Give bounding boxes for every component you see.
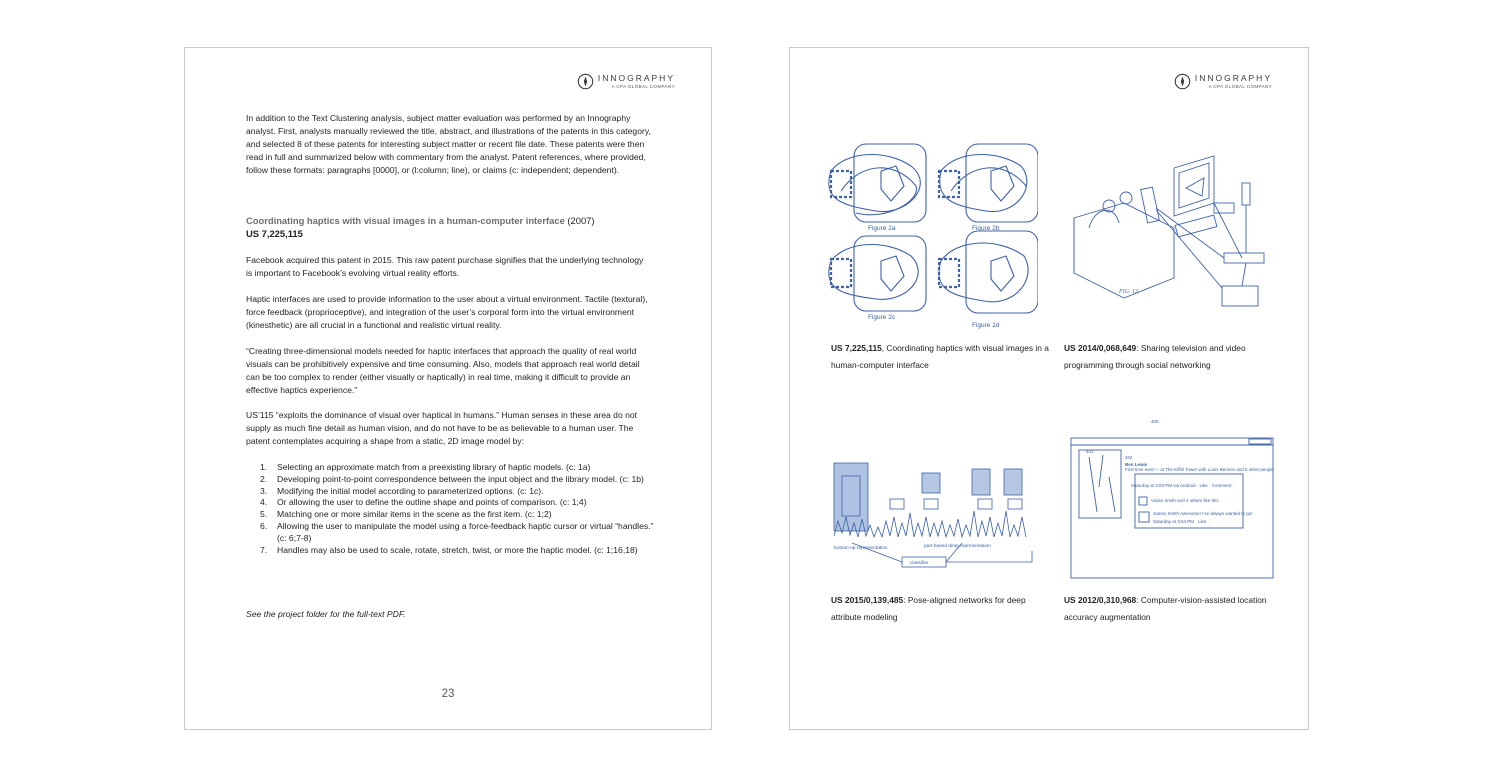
patent-heading: [246, 215, 651, 240]
list-number: 5.: [260, 509, 268, 520]
list-item: [246, 497, 658, 509]
figure-label-name: Ben Lewis: [1125, 462, 1148, 467]
list-number: 7.: [260, 544, 268, 555]
caption-text: : Sharing television and video programming through social networking: [1064, 343, 1246, 370]
list-item: [246, 509, 658, 521]
list-text: Modifying the initial model according to parameterized options. (c: 1c).: [277, 485, 544, 496]
steps-list: [246, 462, 658, 556]
list-text: Matching one or more similar items in the scene as the first item. (c: 1;2): [277, 509, 552, 520]
figure-label-comment-time: Saturday at 3:54 PM · Like ·: [1153, 519, 1210, 524]
figure-label-2a: Figure 2a: [868, 225, 896, 232]
list-item: [246, 521, 658, 545]
caption-number: US 2012/0,310,968: [1064, 595, 1137, 605]
paragraph-haptic-interfaces: Haptic interfaces are used to provide information to the user about a virtual environment. Tactile (textural), force feedback (proprioceptive), and integration of the user’s corporal form into the virtual environment (kinesthetic) are all crucial in a functional and realistic virtual reality.: [246, 294, 648, 331]
figure-label-2c: Figure 2c: [868, 314, 896, 321]
caption-haptics: [831, 340, 1056, 373]
innography-logo: [1174, 73, 1272, 90]
figure-label-comment: James Smith Awesome! I’ve always wanted to go!: [1153, 511, 1253, 516]
figure-label-likes: Vivian Smith and 4 others like this: [1151, 498, 1219, 503]
figure-label-402: 402: [1125, 455, 1133, 460]
caption-text: : Pose-aligned networks for deep attribute modeling: [831, 595, 1026, 622]
caption-pose-networks: [831, 592, 1056, 625]
haptics-figure-illustration: [826, 141, 1038, 331]
caption-text: , Coordinating haptics with visual images in a human-computer interface: [831, 343, 1049, 370]
figure-label-bottom-up: bottom-up representation: [834, 546, 888, 551]
list-text: Allowing the user to manipulate the model using a force-feedback haptic cursor or virtual “handles.” (c: 6;7-8): [277, 520, 654, 543]
figure-location-ui: [1069, 417, 1275, 581]
figure-label-2b: Figure 2b: [972, 225, 1000, 232]
list-item: [246, 545, 658, 557]
list-text: Handles may also be used to scale, rotate, stretch, twist, or more the haptic model. (c: 1;16,18): [277, 544, 638, 555]
figure-label-classifier: classifier: [910, 561, 929, 566]
patent-year: (2007): [564, 215, 595, 226]
figure-label-post: First time ever! -- at The Eiffel Tower with Louis Benson and 5 other people: [1125, 467, 1274, 472]
figure-label-2d: Figure 2d: [972, 322, 1000, 329]
list-item: [246, 474, 658, 486]
left-page: [184, 47, 712, 730]
figure-social-tv: [1064, 148, 1274, 308]
paragraph-quote: “Creating three-dimensional models needed for haptic interfaces that approach the quality of real world visuals can be prohibitively expensive and time consuming. Also, models that approach real world detail can be too complex to render (either visually or haptically) in real time, making it difficult to provide an effective haptics experience.”: [246, 346, 640, 396]
see-project-folder-note: See the project folder for the full-text PDF.: [246, 609, 406, 619]
list-text: Or allowing the user to define the outline shape and points of comparison. (c: 1;4): [277, 497, 587, 508]
innography-logo: [577, 73, 675, 90]
figure-label-time: Saturday at 3:03 PM via Android · Like · Comment ·: [1131, 483, 1235, 488]
list-text: Developing point-to-point correspondence between the input object and the library model. (c: 1b): [277, 473, 644, 484]
figure-label-400: 400: [1151, 419, 1159, 424]
caption-text: : Computer-vision-assisted location accuracy augmentation: [1064, 595, 1267, 622]
figure-label-fig13: FIG. 13: [1119, 289, 1138, 295]
innography-logo-icon: [577, 73, 594, 90]
pose-networks-diagram: [832, 451, 1044, 581]
intro-paragraph: In addition to the Text Clustering analysis, subject matter evaluation was performed by an Innography analyst. First, analysts manually reviewed the title, abstract, and illustrations of the patents in this category, and selected 8 of these patents for interesting subject matter or recent file date. These patents were then read in full and summarized below with commentary from the analyst. Patent references, where provided, follow these formats: paragraphs [0000], or (l:column; line), or claims (c: independent; dependent).: [246, 113, 651, 176]
innography-logo-icon: [1174, 73, 1191, 90]
logo-name: INNOGRAPHY: [1194, 73, 1272, 83]
caption-number: US 2014/0,068,649: [1064, 343, 1137, 353]
patent-title: Coordinating haptics with visual images in a human-computer interface: [246, 215, 565, 226]
list-item: [246, 462, 658, 474]
caption-number: US 2015/0,139,485: [831, 595, 904, 605]
paragraph-acquisition: Facebook acquired this patent in 2015. This raw patent purchase signifies that the underlying technology is important to Facebook’s evolving virtual reality efforts.: [246, 255, 644, 279]
caption-social-tv: [1064, 340, 1289, 373]
list-text: Selecting an approximate match from a preexisting library of haptic models. (c: 1a): [277, 462, 591, 472]
caption-number: US 7,225,115: [831, 343, 882, 353]
right-page: [789, 47, 1309, 730]
figure-haptics: [826, 141, 1038, 331]
social-tv-illustration: [1064, 148, 1274, 308]
caption-location-ui: [1064, 592, 1289, 625]
list-item: [246, 486, 658, 498]
list-number: 2.: [260, 473, 268, 484]
page-number: 23: [441, 688, 455, 700]
logo-tagline: A CPA GLOBAL COMPANY: [611, 84, 675, 89]
figure-label-part-based: part-based deep representation: [924, 544, 991, 549]
patent-number: US 7,225,115: [246, 227, 303, 239]
paragraph-us115: US’115 “exploits the dominance of visual over haptical in humans.” Human senses in these area do not supply as much fine detail as human vision, and do not have to be as believable to a human user. The patent contemplates acquiring a shape from a static, 2D image model by:: [246, 410, 638, 447]
logo-tagline: A CPA GLOBAL COMPANY: [1208, 84, 1272, 89]
figure-label-401: 401: [1086, 449, 1094, 454]
logo-name: INNOGRAPHY: [597, 73, 675, 83]
figure-pose-networks: [832, 451, 1044, 581]
list-number: 4.: [260, 497, 268, 508]
location-ui-diagram: [1069, 417, 1275, 581]
list-number: 6.: [260, 520, 268, 531]
list-number: 3.: [260, 485, 268, 496]
list-number: 1.: [260, 462, 268, 472]
